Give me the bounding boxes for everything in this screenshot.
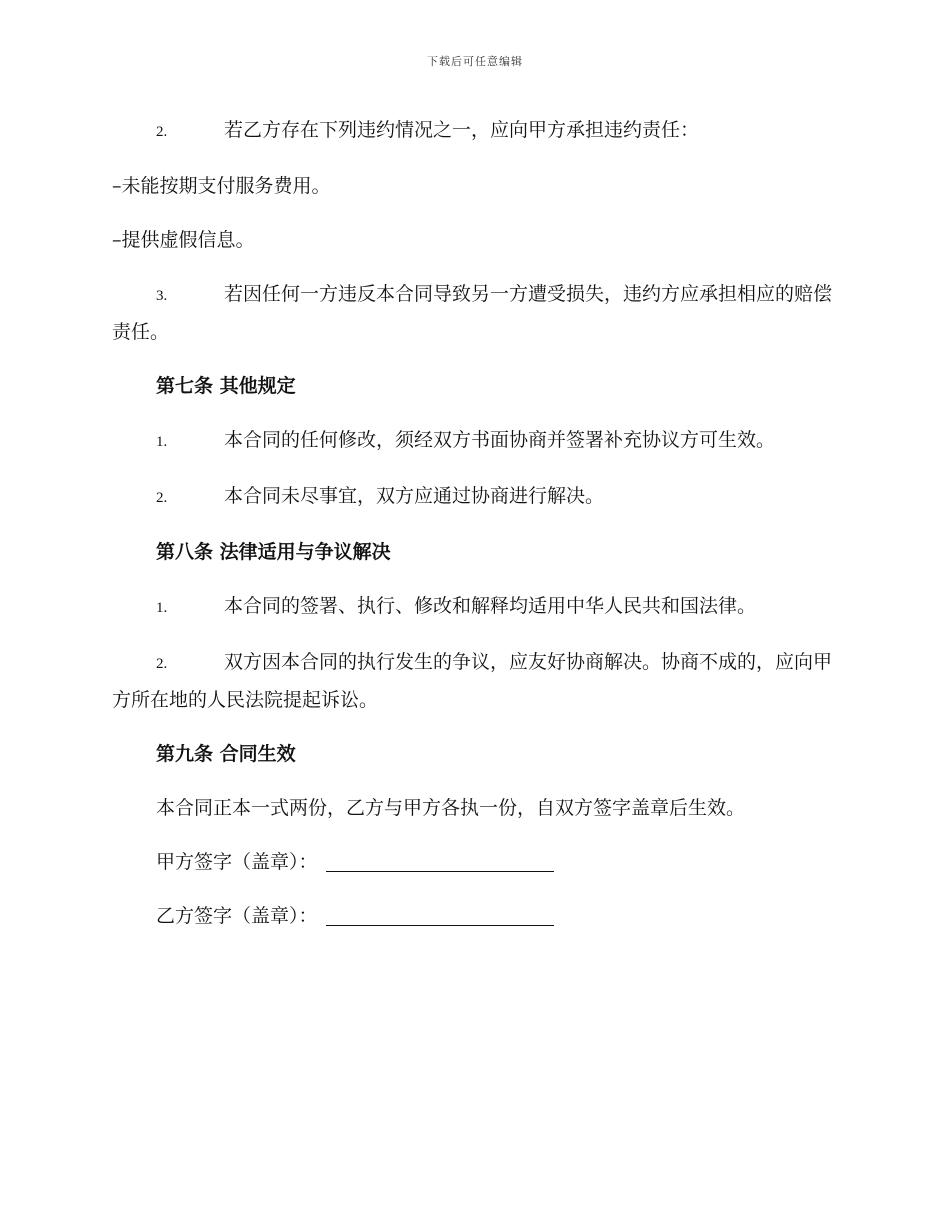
clause-text: 若因任何一方违反本合同导致另一方遭受损失，违约方应承担相应的赔偿责任。 bbox=[112, 283, 833, 343]
clause-text: 本合同的任何修改，须经双方书面协商并签署补充协议方可生效。 bbox=[224, 429, 776, 451]
clause-text: 本合同的签署、执行、修改和解释均适用中华人民共和国法律。 bbox=[224, 595, 757, 617]
clause-number: 2. bbox=[156, 490, 168, 506]
clause-number: 1. bbox=[156, 600, 168, 616]
section-9-body: 本合同正本一式两份，乙方与甲方各执一份，自双方签字盖章后生效。 bbox=[156, 797, 746, 819]
clause-text: 双方因本合同的执行发生的争议，应友好协商解决。协商不成的，应向甲方所在地的人民法院提起诉讼。 bbox=[112, 651, 833, 711]
document-body bbox=[112, 112, 832, 952]
list-item: –未能按期支付服务费用。 bbox=[112, 175, 331, 197]
page-header: 下载后可任意编辑 bbox=[427, 55, 523, 68]
clause-8-2 bbox=[112, 644, 832, 718]
section-7-title: 第七条 其他规定 bbox=[156, 375, 296, 397]
clause-number: 3. bbox=[156, 288, 168, 304]
signature-line bbox=[326, 847, 554, 872]
list-item: –提供虚假信息。 bbox=[112, 229, 255, 251]
signature-label: 乙方签字（盖章）： bbox=[156, 905, 318, 927]
clause-6-3 bbox=[112, 276, 832, 350]
clause-7-1 bbox=[112, 422, 832, 460]
clause-number: 2. bbox=[156, 124, 168, 140]
party-a-signature bbox=[156, 844, 832, 880]
signature-line bbox=[326, 901, 554, 926]
signature-label: 甲方签字（盖章）： bbox=[156, 851, 318, 873]
section-8-title: 第八条 法律适用与争议解决 bbox=[156, 541, 391, 563]
clause-6-2 bbox=[112, 112, 832, 150]
section-9-title: 第九条 合同生效 bbox=[156, 743, 296, 765]
clause-text: 若乙方存在下列违约情况之一，应向甲方承担违约责任： bbox=[224, 119, 700, 141]
clause-number: 1. bbox=[156, 434, 168, 450]
clause-text: 本合同未尽事宜，双方应通过协商进行解决。 bbox=[224, 485, 605, 507]
clause-7-2 bbox=[112, 478, 832, 516]
clause-number: 2. bbox=[156, 656, 168, 672]
party-b-signature bbox=[156, 898, 832, 934]
clause-8-1 bbox=[112, 588, 832, 626]
